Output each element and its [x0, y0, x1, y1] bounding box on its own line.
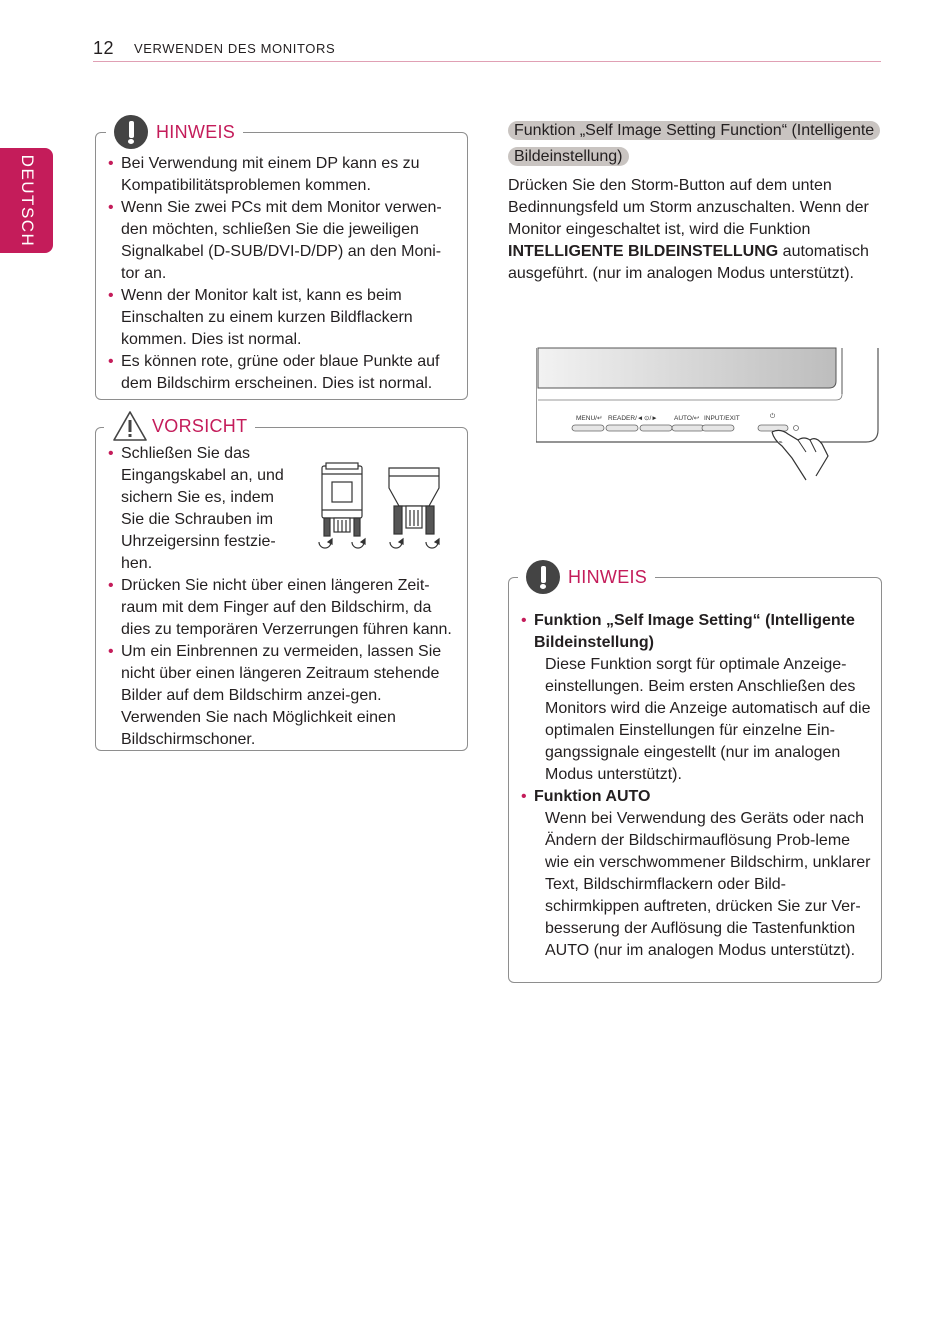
hinweis-list-right	[521, 610, 875, 962]
hinweis-box-left	[95, 132, 468, 400]
exclamation-icon	[114, 115, 148, 149]
list-item: • Schließen Sie das Eingangskabel an, und sichern Sie es, indem Sie die Schrauben im Uhrzeigersinn festzie-hen.	[108, 443, 286, 575]
svg-text:⏻: ⏻	[770, 413, 776, 420]
exclamation-icon	[526, 560, 560, 594]
list-item: • Es können rote, grüne oder blaue Punkte auf dem Bildschirm erscheinen. Dies ist normal.	[108, 351, 458, 395]
list-item: • Wenn der Monitor kalt ist, kann es beim Einschalten zu einem kurzen Bildflackern kommen. Dies ist normal.	[108, 285, 458, 351]
hinweis-title-left: HINWEIS	[156, 121, 236, 142]
language-tab-label: DEUTSCH	[17, 154, 37, 247]
vorsicht-title: VORSICHT	[152, 415, 248, 436]
vorsicht-box	[95, 427, 468, 751]
hinweis-box-right	[508, 577, 882, 983]
item-description: Wenn bei Verwendung des Geräts oder nach Ändern der Bildschirmauflösung Prob-leme wie ein verschwommener Bildschirm, unklarer Text, Bildschirmflackern oder Bild-schirmkippen auftreten, drücken Sie zur Ver-besserung der Auflösung die Tastenfunktion AUTO (nur im analogen Modus unterstützt).	[545, 810, 871, 959]
hinweis-title-right: HINWEIS	[568, 566, 648, 587]
function-heading: Funktion „Self Image Setting Function“ (Intelligente Bildeinstellung)	[508, 118, 880, 170]
list-item: • Funktion AUTO Wenn bei Verwendung des Geräts oder nach Ändern der Bildschirmauflösung Prob-leme wie ein verschwommener Bildschirm, unklarer Text, Bildschirmflackern oder Bild-schirmkippen auftreten, drücken Sie zur Ver-besserung der Auflösung die Tastenfunktion AUTO (nur im analogen Modus unterstützt).	[521, 786, 875, 962]
cable-connector-illustration	[314, 458, 459, 558]
function-description: Drücken Sie den Storm-Button auf dem unten Bedinnungsfeld um Storm anzuschalten. Wenn der Monitor eingeschaltet ist, wird die Funktion INTELLIGENTE BILDEINSTELLUNG automatisch ausgeführt. (nur im analogen Modus unterstützt).	[508, 177, 869, 282]
page-header	[93, 38, 881, 62]
list-item: • Wenn Sie zwei PCs mit dem Monitor verwen-den möchten, schließen Sie die jeweiligen Signalkabel (D-SUB/DVI-D/DP) an den Moni-tor an.	[108, 197, 458, 285]
svg-text:READER/◄: READER/◄	[608, 415, 644, 422]
language-tab	[0, 148, 53, 253]
hinweis-list-left	[108, 153, 458, 395]
vorsicht-header	[104, 409, 255, 443]
section-title: VERWENDEN DES MONITORS	[134, 41, 336, 56]
list-item: • Bei Verwendung mit einem DP kann es zu Kompatibilitätsproblemen kommen.	[108, 153, 458, 197]
list-item: • Funktion „Self Image Setting“ (Intelligente Bildeinstellung) Diese Funktion sorgt für optimale Anzeige-einstellungen. Beim ersten Anschließen des Monitors wird die Anzeige automatisch auf die optimalen Einstellungen für einzelne Ein-gangssignale eingestellt (nur im analogen Modus unterstützt).	[521, 610, 875, 786]
warning-triangle-icon	[112, 410, 148, 442]
page-number: 12	[93, 38, 115, 58]
list-item: • Drücken Sie nicht über einen längeren Zeit-raum mit dem Finger auf den Bildschirm, da dies zu temporären Verzerrungen führen kann.	[108, 575, 458, 641]
svg-text:AUTO/↩: AUTO/↩	[674, 415, 700, 422]
svg-text:MENU/↵: MENU/↵	[576, 415, 603, 422]
list-item: • Um ein Einbrennen zu vermeiden, lassen Sie nicht über einen längeren Zeitraum stehende Bilder auf dem Bildschirm anzei-gen. Verwenden Sie nach Möglichkeit einen Bildschirmschoner.	[108, 641, 458, 751]
monitor-illustration	[536, 344, 882, 484]
svg-text:⊙/►: ⊙/►	[644, 415, 658, 422]
item-description: Diese Funktion sorgt für optimale Anzeige-einstellungen. Beim ersten Anschließen des Monitors wird die Anzeige automatisch auf die optimalen Einstellungen für einzelne Ein-gangssignale eingestellt (nur im analogen Modus unterstützt).	[545, 656, 871, 783]
svg-text:INPUT/EXIT: INPUT/EXIT	[704, 415, 740, 422]
hinweis-header-left	[106, 115, 243, 149]
hinweis-header-right	[518, 560, 655, 594]
